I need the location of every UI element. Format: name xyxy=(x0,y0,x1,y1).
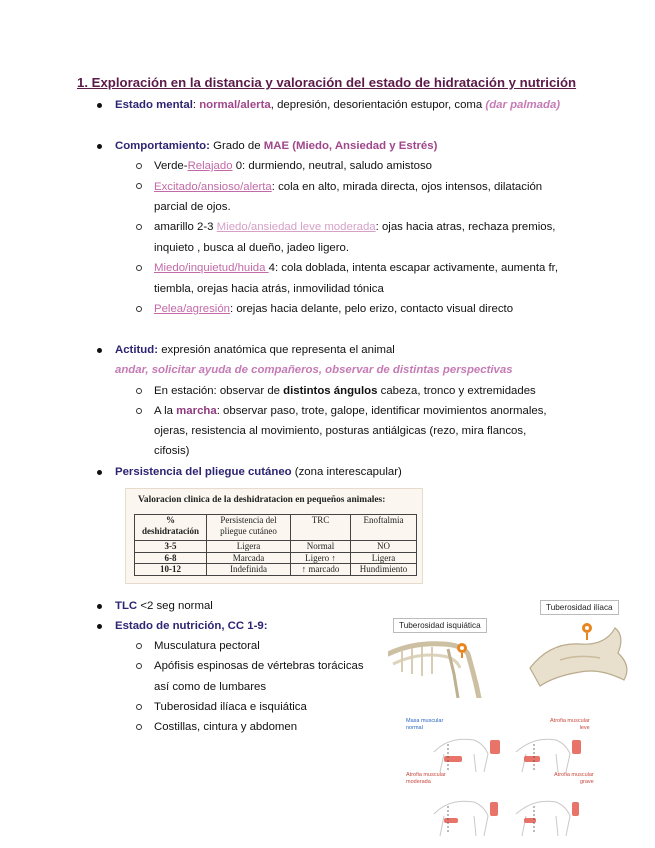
nutrition-item-continuation: así como de lumbares xyxy=(154,681,267,693)
bullet xyxy=(97,348,102,353)
label-line: moderada xyxy=(406,778,431,785)
mental-colon: : xyxy=(192,99,200,111)
mental-note: (dar palmada) xyxy=(485,99,561,111)
dehydration-table-title: Valoracion clinica de la deshidratacion en pequeños animales: xyxy=(138,495,386,505)
behavior-label: Comportamiento: xyxy=(115,140,210,152)
header-dehydration xyxy=(135,515,207,541)
label-line: leve xyxy=(579,724,590,731)
behavior-item-text: 4: cola doblada, intenta escapar activamente, aumenta fr, xyxy=(268,262,559,274)
excitado-link[interactable]: Excitado/ansioso/alerta xyxy=(154,181,272,193)
iliac-tag: Tuberosidad ilíaca xyxy=(540,600,619,615)
behavior-pre: Grado de xyxy=(209,140,264,152)
miedo-huida-link[interactable]: Miedo/inquietud/huida xyxy=(154,262,269,274)
sub-bullet xyxy=(136,388,142,394)
tlc-text: <2 seg normal xyxy=(137,600,213,612)
tlc-label: TLC xyxy=(115,600,138,612)
sub-bullet xyxy=(136,408,142,414)
table-cell: Ligero ↑ xyxy=(291,552,351,564)
header-text: % xyxy=(166,515,175,525)
header-skin-fold xyxy=(207,515,291,541)
behavior-item-text: : ojas hacia atras, rechaza premios, xyxy=(375,221,556,233)
table-cell: Ligera xyxy=(351,552,417,564)
sub-bullet xyxy=(136,663,142,669)
mental-normal: normal/alerta xyxy=(199,99,271,111)
table-cell: Indefinida xyxy=(207,564,291,576)
bullet xyxy=(97,103,102,108)
station-post: cabeza, tronco y extremidades xyxy=(377,385,536,397)
sub-bullet xyxy=(136,306,142,312)
relajado-link[interactable]: Relajado xyxy=(187,160,233,172)
skin-fold-label: Persistencia del pliegue cutáneo xyxy=(115,466,292,478)
sub-bullet xyxy=(136,224,142,230)
behavior-item xyxy=(154,220,555,234)
table-row xyxy=(135,564,417,576)
table-cell: 6-8 xyxy=(135,552,207,564)
attitude-line xyxy=(115,343,395,357)
behavior-item-text: 0: durmiendo, neutral, saludo amistoso xyxy=(232,160,432,172)
miedo-leve-link[interactable]: Miedo/ansiedad leve moderada xyxy=(216,221,376,233)
attitude-note: andar, solicitar ayuda de compañeros, observar de distintas perspectivas xyxy=(115,364,513,376)
table-cell: 3-5 xyxy=(135,541,207,553)
nutrition-item: Costillas, cintura y abdomen xyxy=(154,721,298,733)
pelea-link[interactable]: Pelea/agresión xyxy=(154,303,230,315)
table-cell: Ligera xyxy=(207,541,291,553)
station-bold: distintos ángulos xyxy=(283,385,378,397)
attitude-text: expresión anatómica que representa el animal xyxy=(158,344,395,356)
march-bold: marcha xyxy=(176,405,217,417)
sub-bullet xyxy=(136,183,142,189)
behavior-line xyxy=(115,139,437,153)
bullet xyxy=(97,624,102,629)
label-line: normal xyxy=(406,724,423,731)
section-heading: 1. Exploración en la distancia y valoración del estado de hidratación y nutrición xyxy=(77,75,577,90)
march-pre: A la xyxy=(154,405,177,417)
march-continuation: ojeras, resistencia al movimiento, posturas antiálgicas (rezo, mira flancos, xyxy=(154,425,527,437)
behavior-mae: MAE (Miedo, Ansiedad y Estrés) xyxy=(263,140,438,152)
behavior-item xyxy=(154,261,558,275)
station-pre: En estación: observar de xyxy=(154,385,284,397)
behavior-item xyxy=(154,159,432,173)
nutrition-item: Musculatura pectoral xyxy=(154,640,260,652)
label-line: Atrofia muscular xyxy=(550,718,590,724)
muscle-normal-label xyxy=(406,718,443,731)
behavior-item-prefix: Verde- xyxy=(154,160,188,172)
skin-fold-text: (zona interescapular) xyxy=(291,466,402,478)
march-post: : observar paso, trote, galope, identificar movimientos anormales, xyxy=(216,405,547,417)
march-continuation: cifosis) xyxy=(154,445,190,457)
table-cell: Marcada xyxy=(207,552,291,564)
ischial-tag: Tuberosidad isquiática xyxy=(393,618,487,633)
attitude-label: Actitud: xyxy=(115,344,159,356)
label-line: Masa muscular xyxy=(406,718,444,724)
behavior-item-continuation: tiembla, orejas hacia atrás, inmovilidad tónica xyxy=(154,283,384,295)
attitude-march xyxy=(154,404,547,418)
header-text: Persistencia del xyxy=(220,515,277,525)
label-line: grave xyxy=(579,778,594,785)
muscle-condition-figure xyxy=(404,714,610,844)
sub-bullet xyxy=(136,643,142,649)
iliac-bone-figure xyxy=(520,598,646,694)
behavior-item-prefix: amarillo 2-3 xyxy=(154,221,217,233)
table-cell: Normal xyxy=(291,541,351,553)
bullet xyxy=(97,604,102,609)
mental-rest: , depresión, desorientación estupor, coma xyxy=(270,99,486,111)
behavior-item xyxy=(154,180,542,194)
muscle-severe-label xyxy=(554,772,594,785)
nutrition-item: Apófisis espinosas de vértebras torácicas xyxy=(154,660,364,672)
ischial-skeleton-figure xyxy=(388,614,500,698)
nutrition-item: Tuberosidad ilíaca e isquiática xyxy=(154,701,307,713)
header-text: TRC xyxy=(311,515,330,525)
table-cell: Hundimiento xyxy=(351,564,417,576)
sub-bullet xyxy=(136,724,142,730)
mental-state-line xyxy=(115,98,560,112)
header-text: deshidratación xyxy=(141,525,199,536)
table-cell: 10-12 xyxy=(135,564,207,576)
dehydration-table-figure xyxy=(125,488,423,584)
bullet xyxy=(97,470,102,475)
table-header-row xyxy=(135,515,417,541)
tlc-line xyxy=(115,599,213,613)
behavior-item-continuation: parcial de ojos. xyxy=(154,201,231,213)
nutrition-label: Estado de nutrición, CC 1-9: xyxy=(115,620,268,632)
sub-bullet xyxy=(136,704,142,710)
sub-bullet xyxy=(136,265,142,271)
label-line: Atrofia muscular xyxy=(406,772,446,778)
table-row xyxy=(135,552,417,564)
attitude-station xyxy=(154,384,536,398)
label-line: Atrofia muscular xyxy=(554,772,594,778)
table-row xyxy=(135,541,417,553)
header-enophthalmia xyxy=(351,515,417,541)
mental-state-label: Estado mental xyxy=(115,99,193,111)
header-trc xyxy=(291,515,351,541)
behavior-item-continuation: inquieto , busca al dueño, jadeo ligero. xyxy=(154,242,350,254)
skin-fold-line xyxy=(115,465,402,479)
table-cell: ↑ marcado xyxy=(291,564,351,576)
behavior-item-text: : orejas hacia delante, pelo erizo, contacto visual directo xyxy=(230,303,514,315)
bullet xyxy=(97,144,102,149)
table-cell: NO xyxy=(351,541,417,553)
muscle-moderate-label xyxy=(406,772,446,785)
muscle-mild-label xyxy=(550,718,590,731)
behavior-item-text: : cola en alto, mirada directa, ojos intensos, dilatación xyxy=(271,181,543,193)
header-text: pliegue cutáneo xyxy=(220,525,277,536)
header-text: Enoftalmia xyxy=(363,515,404,525)
behavior-item xyxy=(154,302,513,316)
dehydration-table xyxy=(134,514,417,576)
sub-bullet xyxy=(136,163,142,169)
